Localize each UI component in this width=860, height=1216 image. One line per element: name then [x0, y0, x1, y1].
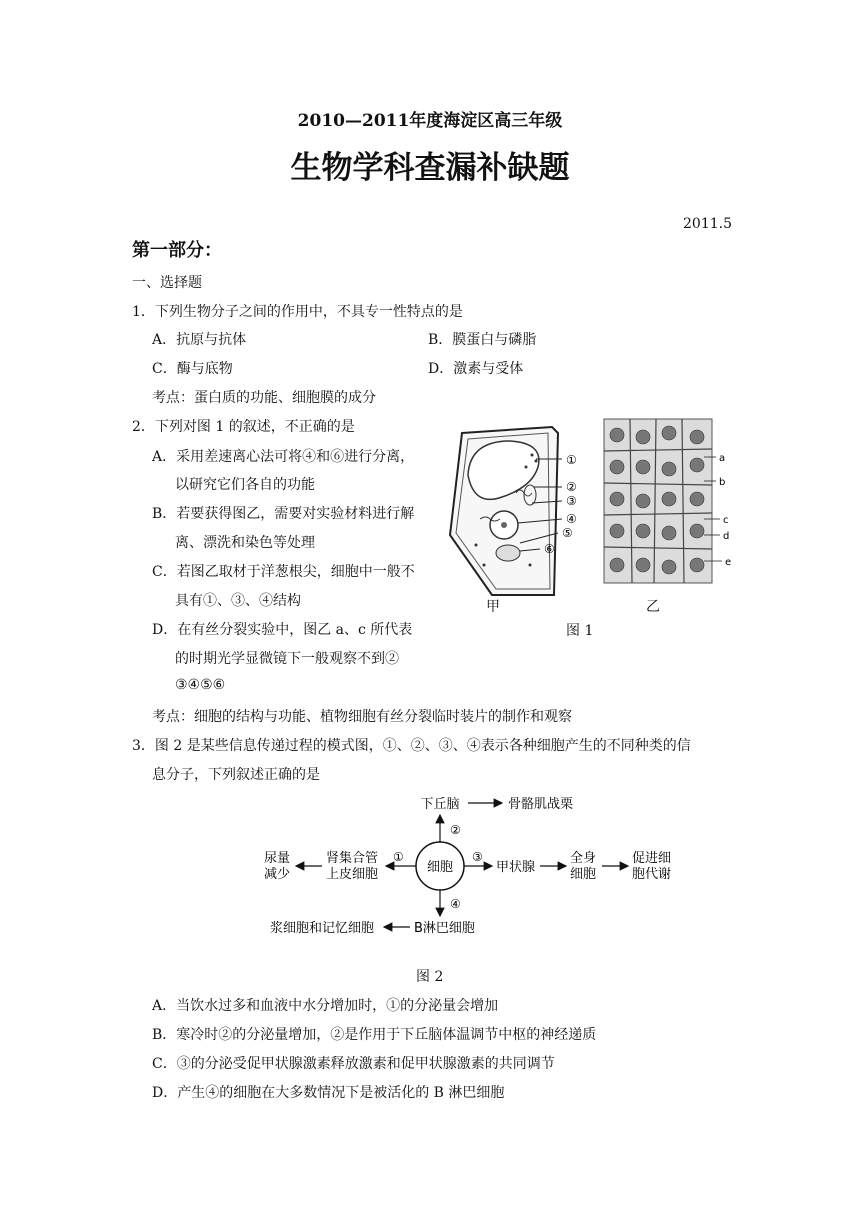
molecule-1-label: ①: [393, 850, 404, 864]
hypothalamus-label: 下丘脑: [420, 797, 460, 812]
q2-option-a-line2: 以研究它们各自的功能: [175, 477, 315, 493]
q3-option-d: D．产生④的细胞在大多数情况下是被活化的 B 淋巴细胞: [152, 1085, 505, 1101]
q2-stem: 2．下列对图 1 的叙述，不正确的是: [132, 419, 355, 435]
chloroplast-shape: [496, 545, 520, 561]
q2-option-a-line1: A．采用差速离心法可将④和⑥进行分离，: [152, 449, 415, 465]
micro-letter-e: e: [725, 557, 732, 568]
body-cells-label-2: 细胞: [570, 867, 597, 882]
q1-option-a: A．抗原与抗体: [152, 332, 247, 348]
plant-cell-diagram: [450, 427, 577, 595]
q3-stem-line2: 息分子，下列叙述正确的是: [152, 767, 320, 783]
metabolism-label-2: 胞代谢: [632, 867, 672, 882]
q2-option-d-line1: D．在有丝分裂实验中，图乙 a、c 所代表: [152, 622, 413, 638]
q2-option-c-line1: C．若图乙取材于洋葱根尖，细胞中一般不: [152, 564, 415, 580]
micrograph-diagram: [604, 419, 731, 583]
collecting-duct-label-1: 肾集合管: [326, 851, 379, 866]
center-cell-label: 细胞: [426, 860, 454, 875]
plasma-memory-label: 浆细胞和记忆细胞: [270, 921, 375, 936]
metabolism-label-1: 促进细: [632, 851, 672, 866]
cell-number-3: ③: [566, 494, 577, 508]
figure-2-diagram: [250, 790, 690, 940]
q3-option-c: C．③的分泌受促甲状腺激素释放激素和促甲状腺激素的共同调节: [152, 1056, 555, 1072]
micro-letter-c: c: [723, 515, 729, 526]
q2-option-d-line2: 的时期光学显微镜下一般观察不到②: [175, 651, 399, 667]
urine-label-1: 尿量: [264, 851, 291, 866]
q2-option-b-line2: 离、漂洗和染色等处理: [175, 535, 315, 551]
section-title: 一、选择题: [132, 275, 202, 291]
figure-1-caption: 图 1: [566, 623, 594, 639]
urine-label-2: 减少: [264, 867, 291, 882]
document-subtitle: 2010—2011年度海淀区高三年级: [297, 111, 563, 131]
q3-option-a: A．当饮水过多和血液中水分增加时，①的分泌量会增加: [152, 998, 499, 1014]
micro-letter-d: d: [723, 531, 730, 542]
molecule-2-label: ②: [450, 823, 461, 837]
shivering-label: 骨骼肌战栗: [508, 797, 574, 812]
cell-number-1: ①: [566, 453, 577, 467]
q1-stem: 1．下列生物分子之间的作用中，不具专一性特点的是: [132, 304, 463, 320]
q1-option-d: D．激素与受体: [428, 361, 524, 377]
document-title: 生物学科查漏补缺题: [290, 150, 570, 186]
document-date: 2011.5: [683, 216, 732, 232]
part-title: 第一部分：: [132, 240, 222, 261]
cell-number-4: ④: [566, 512, 577, 526]
q3-stem-line1: 3．图 2 是某些信息传递过程的模式图，①、②、③、④表示各种细胞产生的不同种类的信: [132, 738, 691, 754]
figure-2-caption: 图 2: [416, 969, 444, 985]
q3-option-b: B．寒冷时②的分泌量增加，②是作用于下丘脑体温调节中枢的神经递质: [152, 1027, 597, 1043]
figure-1-right-label: 乙: [646, 599, 660, 615]
collecting-duct-label-2: 上皮细胞: [326, 867, 379, 882]
b-lymphocyte-label: B淋巴细胞: [414, 921, 475, 936]
q1-knowledge-point: 考点：蛋白质的功能、细胞膜的成分: [152, 390, 376, 406]
molecule-4-label: ④: [450, 897, 461, 911]
micro-letter-a: a: [719, 453, 726, 464]
q2-option-b-line1: B．若要获得图乙，需要对实验材料进行解: [152, 506, 415, 522]
q1-option-b: B．膜蛋白与磷脂: [428, 332, 537, 348]
body-cells-label-1: 全身: [570, 851, 597, 866]
figure-1-left-label: 甲: [486, 599, 500, 615]
thyroid-label: 甲状腺: [496, 860, 536, 875]
molecule-3-label: ③: [472, 850, 483, 864]
cell-number-6: ⑥: [544, 542, 555, 556]
q1-option-c: C．酶与底物: [152, 361, 233, 377]
cell-number-2: ②: [566, 480, 577, 494]
q2-knowledge-point: 考点：细胞的结构与功能、植物细胞有丝分裂临时装片的制作和观察: [152, 709, 572, 725]
q2-option-d-line3: ③④⑤⑥: [175, 677, 226, 693]
figure-1: [440, 415, 740, 615]
q2-option-c-line2: 具有①、③、④结构: [175, 593, 301, 609]
cell-number-5: ⑤: [562, 526, 573, 540]
micro-letter-b: b: [719, 477, 726, 488]
